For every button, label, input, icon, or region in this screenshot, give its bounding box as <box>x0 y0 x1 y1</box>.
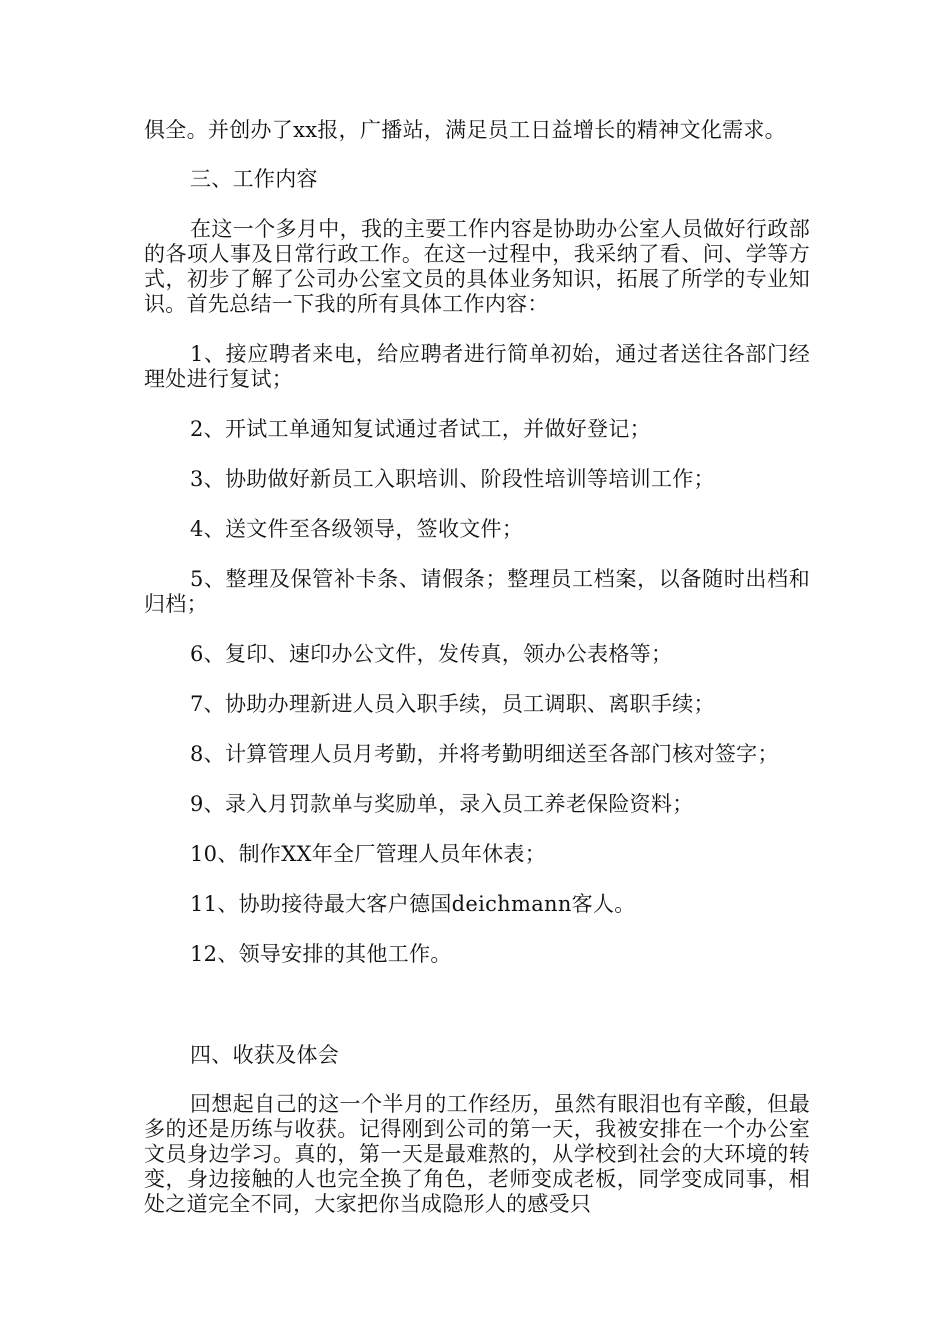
list-item: 3、协助做好新员工入职培训、阶段性培训等培训工作； <box>190 467 715 491</box>
list-item: 9、录入月罚款单与奖励单，录入员工养老保险资料； <box>190 792 694 816</box>
list-item: 4、送文件至各级领导，签收文件； <box>190 517 524 541</box>
document-page <box>144 118 810 1217</box>
paragraph-reflection: 回想起自己的这一个半月的工作经历，虽然有眼泪也有辛酸，但最多的还是历练与收获。记得刚到公司的第一天，我被安排在一个办公室文员身边学习。真的，第一天是最难熬的，从学校到社会的大环境的转变，身边接触的人也完全换了角色，老师变成老板，同学变成同事，相处之道完全不同，大家把你当成隐形人的感受只 <box>144 1092 810 1216</box>
list-item: 11、协助接待最大客户德国deichmann客人。 <box>190 892 636 916</box>
list-item: 10、制作XX年全厂管理人员年休表； <box>190 842 547 866</box>
paragraph-intro: 在这一个多月中，我的主要工作内容是协助办公室人员做好行政部的各项人事及日常行政工作。在这一过程中，我采纳了看、问、学等方式，初步了解了公司办公室文员的具体业务知识，拓展了所学的专业知识。首先总结一下我的所有具体工作内容： <box>144 217 810 316</box>
list-item: 12、领导安排的其他工作。 <box>190 942 452 966</box>
list-item: 2、开试工单通知复试通过者试工，并做好登记； <box>190 417 651 441</box>
list-item: 6、复印、速印办公文件，发传真，领办公表格等； <box>190 642 673 666</box>
section-heading-work-content: 三、工作内容 <box>190 167 318 191</box>
section-heading-gains: 四、收获及体会 <box>190 1043 340 1067</box>
list-item: 8、计算管理人员月考勤，并将考勤明细送至各部门核对签字； <box>190 742 779 766</box>
list-item: 1、接应聘者来电，给应聘者进行简单初始，通过者送往各部门经理处进行复试； <box>144 342 810 391</box>
paragraph-continuation: 俱全。并创办了xx报，广播站，满足员工日益增长的精神文化需求。 <box>144 118 786 142</box>
list-item: 7、协助办理新进人员入职手续，员工调职、离职手续； <box>190 692 715 716</box>
list-item: 5、整理及保管补卡条、请假条；整理员工档案，以备随时出档和归档； <box>144 567 810 616</box>
